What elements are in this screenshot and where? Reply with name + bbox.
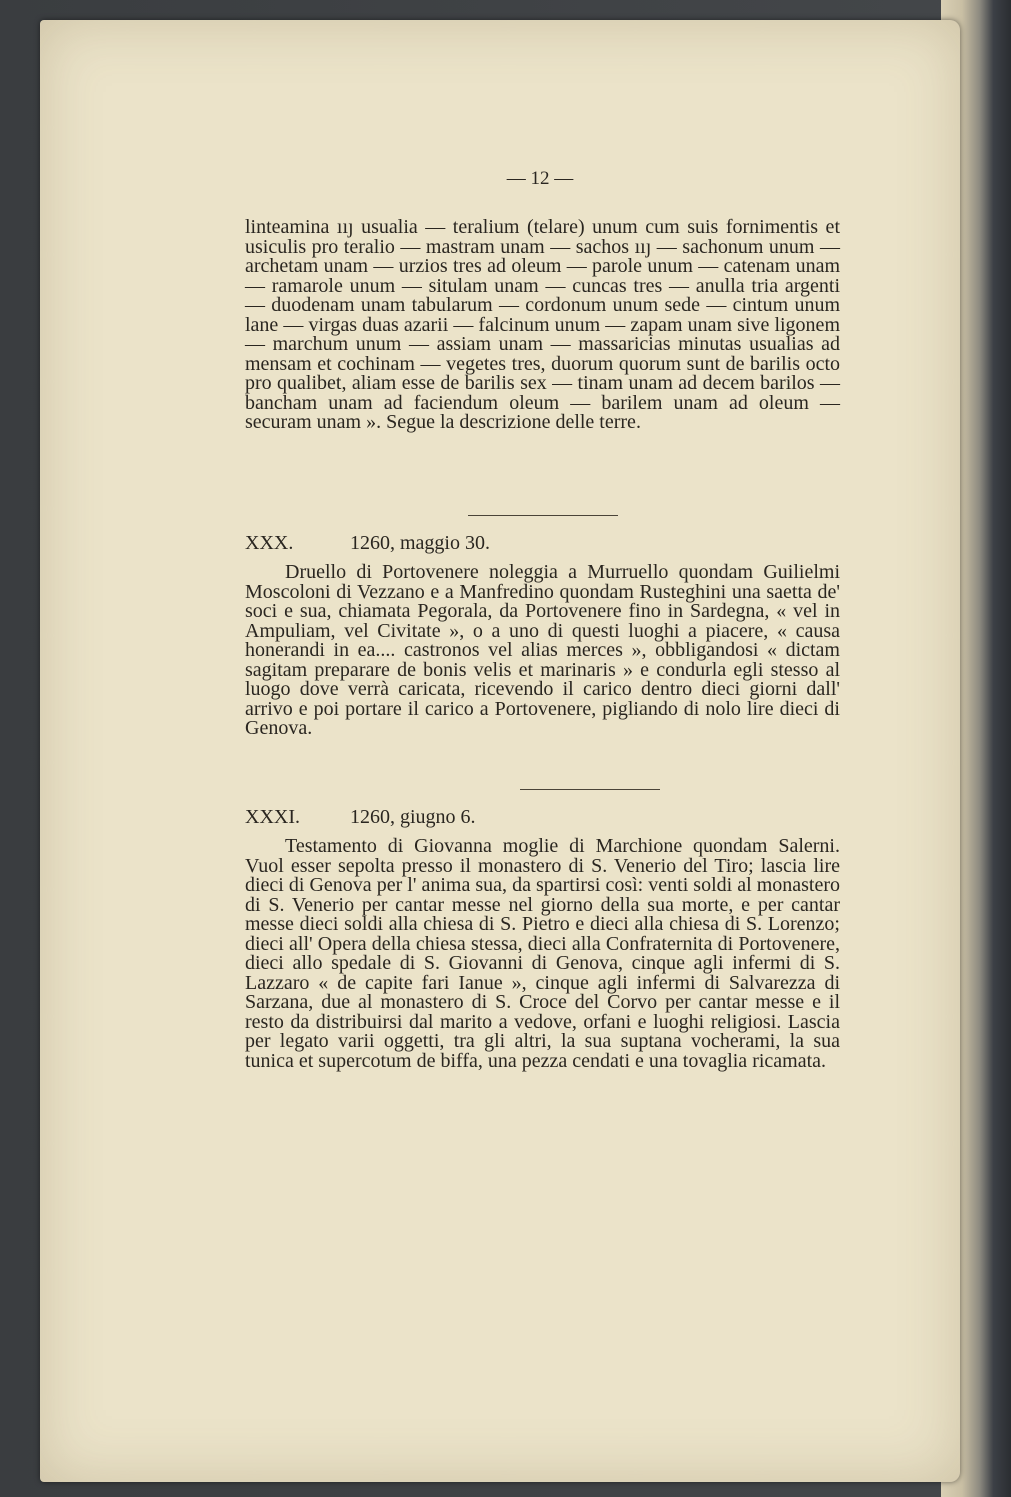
entry-heading-xxx xyxy=(245,532,840,555)
section-divider xyxy=(468,515,618,516)
entry-paragraph: Testamento di Giovanna moglie di Marchione quondam Salerni. Vuol esser sepolta presso il monastero di S. Venerio del Tiro; lascia lire dieci di Genova per l' anima sua, da spartirsi così: venti soldi al monastero di S. Venerio per cantar messe nel giorno della sua morte, e per cantar messe dieci soldi alla chiesa di S. Pietro e dieci alla chiesa di S. Lorenzo; dieci all' Opera della chiesa stessa, dieci alla Confraternita di Portovenere, dieci allo spedale di S. Giovanni di Genova, cinque agli infermi di S. Lazzaro « de capite fari Ianue », cinque agli infermi di Salvarezza di Sarzana, due al monastero di S. Croce del Corvo per cantar messe e il resto da distribuirsi dal marito a vedove, orfani e luoghi religiosi. Lascia per legato varii oggetti, tra gli altri, la sua suptana vocherami, la sua tunica et supercotum de biffa, una pezza cendati e una tovaglia ricamata. xyxy=(245,835,840,1072)
entry-date: 1260, maggio 30. xyxy=(350,532,490,554)
page-number: — 12 — xyxy=(506,168,574,189)
entry-number: XXX. xyxy=(245,532,294,554)
entry-body-xxx xyxy=(245,563,840,739)
entry-number: XXXI. xyxy=(245,806,300,828)
entry-body-xxxi xyxy=(245,837,840,1071)
continued-entry-paragraph: linteamina ııȷ usualia — teralium (telare) unum cum suis fornimentis et usiculis pro teralio — mastram unam — sachos ııȷ — sachonum unum — archetam unam — urzios tres ad oleum — parole unum — catenam unam — ramarole unum — situlam unam — cuncas tres — anulla tria argenti — duodenam unam tabularum — cordonum unum sede — cintum unum lane — virgas duas azarii — falcinum unum — zapam unam sive ligonem — marchum unum — assiam unam — massaricias minutas usualias ad mensam et cochinam — vegetes tres, duorum quorum sunt de barilis octo pro qualibet, aliam esse de barilis sex — tinam unam ad decem barilos — bancham unam ad faciendum oleum — barilem unam ad oleum — securam unam ». Segue la descrizione delle terre. xyxy=(245,216,840,433)
section-divider xyxy=(520,789,660,790)
entry-heading-xxxi xyxy=(245,806,840,829)
continued-entry-text xyxy=(245,218,840,433)
entry-date: 1260, giugno 6. xyxy=(350,806,476,828)
entry-paragraph: Druello di Portovenere noleggia a Murruello quondam Guilielmi Moscoloni di Vezzano e a Manfredino quondam Rusteghini una saetta de' soci e sua, chiamata Pegorala, da Portovenere fino in Sardegna, « vel in Ampuliam, vel Civitate », o a uno di questi luoghi a piacere, « causa honerandi in ea.... castronos vel alias merces », obbligandosi « dictam sagitam preparare de bonis velis et marinaris » e condurla egli stesso al luogo dove verrà caricata, ricevendo il carico dentro dieci giorni dall' arrivo e poi portare il carico a Portovenere, pigliando di nolo lire dieci di Genova. xyxy=(245,561,840,739)
